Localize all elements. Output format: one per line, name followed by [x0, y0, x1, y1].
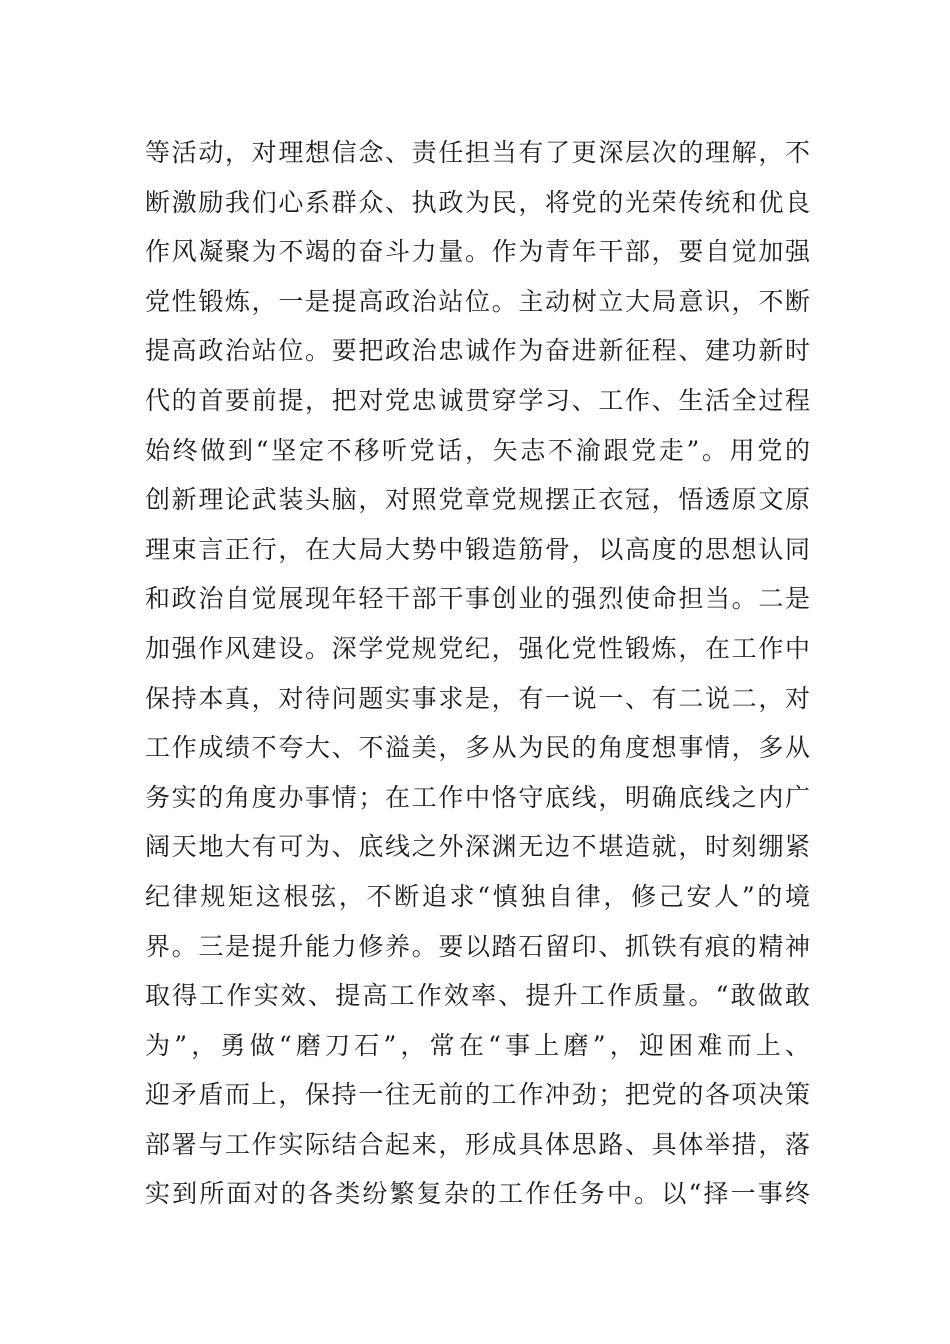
text-line: 加强作风建设。深学党规党纪，强化党性锻炼，在工作中 [145, 633, 810, 663]
text-line: 阔天地大有可为、底线之外深渊无边不堪造就，时刻绷紧 [145, 832, 810, 862]
text-line: 作风凝聚为不竭的奋斗力量。作为青年干部，要自觉加强 [145, 237, 810, 267]
text-line: 迎矛盾而上，保持一往无前的工作冲劲；把党的各项决策 [145, 1080, 810, 1110]
text-line: 等活动，对理想信念、责任担当有了更深层次的理解，不 [145, 138, 810, 167]
text-line: 断激励我们心系群众、执政为民，将党的光荣传统和优良 [145, 187, 810, 217]
text-line: 提高政治站位。要把政治忠诚作为奋进新征程、建功新时 [145, 336, 810, 366]
text-line: 保持本真，对待问题实事求是，有一说一、有二说二，对 [145, 683, 810, 713]
text-line: 为”，勇做“磨刀石”，常在“事上磨”，迎困难而上、 [145, 1030, 810, 1060]
text-line: 界。三是提升能力修养。要以踏石留印、抓铁有痕的精神 [145, 931, 810, 961]
text-line: 实到所面对的各类纷繁复杂的工作任务中。以“择一事终 [145, 1179, 810, 1209]
text-line: 理束言正行，在大局大势中锻造筋骨，以高度的思想认同 [145, 534, 810, 564]
text-line: 取得工作实效、提高工作效率、提升工作质量。“敢做敢 [145, 981, 810, 1011]
text-line: 纪律规矩这根弦，不断追求“慎独自律，修己安人”的境 [145, 881, 810, 911]
text-line: 始终做到“坚定不移听党话，矢志不渝跟党走”。用党的 [145, 435, 810, 465]
text-line: 代的首要前提，把对党忠诚贯穿学习、工作、生活全过程 [145, 385, 810, 415]
text-line: 务实的角度办事情；在工作中恪守底线，明确底线之内广 [145, 782, 810, 812]
text-line: 和政治自觉展现年轻干部干事创业的强烈使命担当。二是 [145, 584, 810, 614]
text-line: 工作成绩不夸大、不溢美，多从为民的角度想事情，多从 [145, 733, 810, 763]
document-body-text [145, 128, 810, 1219]
text-line: 部署与工作实际结合起来，形成具体思路、具体举措，落 [145, 1129, 810, 1159]
text-line: 创新理论武装头脑，对照党章党规摆正衣冠，悟透原文原 [145, 485, 810, 515]
text-line: 党性锻炼，一是提高政治站位。主动树立大局意识，不断 [145, 286, 810, 316]
